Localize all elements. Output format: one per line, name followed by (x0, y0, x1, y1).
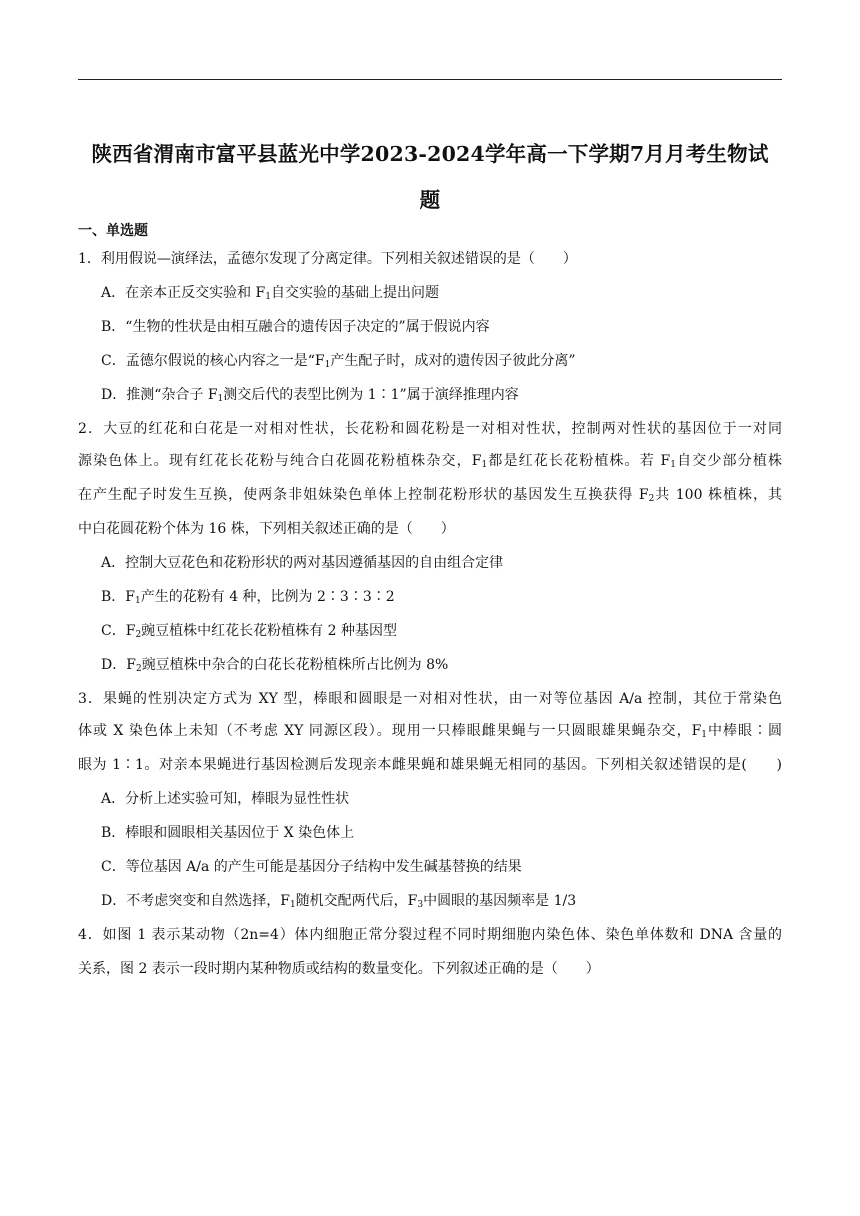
question-2-stem-line-2: 源染色体上。现有红花长花粉与纯合白花圆花粉植株杂交，$F_1$都是红花长花粉植株。若 $F_1$自交少部分植株 (78, 453, 782, 470)
question-3-option-d: D．不考虑突变和自然选择，$F_1$随机交配两代后，$F_3$中圆眼的基因频率是 1/3 (101, 893, 577, 910)
question-2-option-a: A．控制大豆花色和花粉形状的两对基因遵循基因的自由组合定律 (101, 555, 504, 571)
question-3-option-b: B．棒眼和圆眼相关基因位于 X 染色体上 (101, 825, 355, 841)
question-3-stem-line-2: 体或 X 染色体上未知（不考虑 XY 同源区段）。现用一只棒眼雌果蝇与一只圆眼雄果蝇杂交，$F_1$中棒眼∶圆 (78, 723, 782, 740)
header-rule (78, 79, 782, 80)
question-3-stem-line-3: 眼为 1∶1。对亲本果蝇进行基因检测后发现亲本雌果蝇和雄果蝇无相同的基因。下列相关叙述错误的是( ) (78, 757, 782, 773)
question-1-stem: 1．利用假说—演绎法，孟德尔发现了分离定律。下列相关叙述错误的是（ ） (78, 251, 577, 267)
question-3-stem-line-1: 3．果蝇的性别决定方式为 XY 型，棒眼和圆眼是一对相对性状，由一对等位基因 A/a 控制，其位于常染色 (78, 691, 782, 707)
question-1-option-d: D．推测“杂合子 $F_1$测交后代的表型比例为 1∶1”属于演绎推理内容 (101, 387, 519, 404)
question-2-stem-line-4: 中白花圆花粉个体为 16 株，下列相关叙述正确的是（ ） (78, 521, 455, 537)
question-4-stem-line-1: 4．如图 1 表示某动物（2n=4）体内细胞正常分裂过程不同时期细胞内染色体、染色单体数和 DNA 含量的 (78, 927, 782, 943)
question-1-option-a: A．在亲本正反交实验和 $F_1$自交实验的基础上提出问题 (101, 285, 440, 302)
page-title-continued: 题 (419, 188, 441, 212)
question-3-option-a: A．分析上述实验可知，棒眼为显性性状 (101, 791, 350, 807)
question-2-option-c: C．$F_2$豌豆植株中红花长花粉植株有 2 种基因型 (101, 623, 397, 640)
question-2-stem-line-3: 在产生配子时发生互换，使两条非姐妹染色单体上控制花粉形状的基因发生互换获得 $F_2$共 100 株植株，其 (78, 487, 783, 504)
page-title: 陕西省渭南市富平县蓝光中学2023-2024学年高一下学期7月月考生物试 (91, 142, 769, 166)
question-1-option-b: B．“生物的性状是由相互融合的遗传因子决定的”属于假说内容 (101, 319, 490, 335)
question-2-option-d: D．$F_2$豌豆植株中杂合的白花长花粉植株所占比例为 8% (101, 657, 449, 674)
question-1-option-c: C．孟德尔假说的核心内容之一是“$F_1$产生配子时，成对的遗传因子彼此分离” (101, 353, 576, 370)
question-3-option-c: C．等位基因 A/a 的产生可能是基因分子结构中发生碱基替换的结果 (101, 859, 522, 875)
question-4-stem-line-2: 关系，图 2 表示一段时期内某种物质或结构的数量变化。下列叙述正确的是（ ） (78, 961, 600, 977)
section-heading: 一、单选题 (78, 223, 148, 239)
question-2-stem-line-1: 2．大豆的红花和白花是一对相对性状，长花粉和圆花粉是一对相对性状，控制两对性状的基因位于一对同 (78, 421, 782, 437)
question-2-option-b: B．$F_1$产生的花粉有 4 种，比例为 2∶3∶3∶2 (101, 589, 395, 606)
